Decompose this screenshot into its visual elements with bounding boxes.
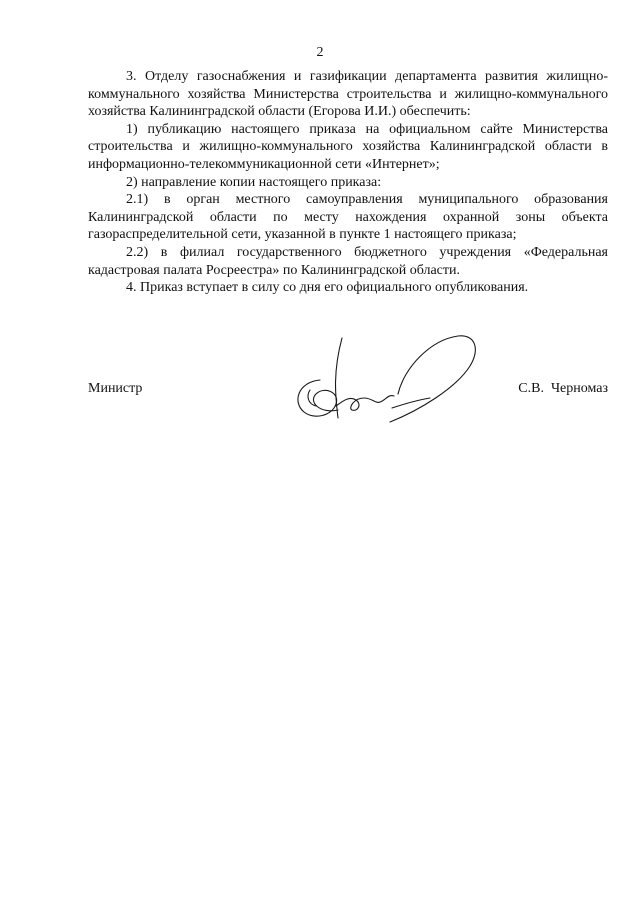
document-body [88,68,608,297]
paragraph-subitem-1: 1) публикацию настоящего приказа на официальном сайте Министерства строительства и жилищно-коммунального хозяйства Калининградской области в информационно-телекоммуникационной сети «Интернет»; [88,121,608,172]
signatory-name: С.В. Черномаз [518,381,608,396]
paragraph-item-3: 3. Отделу газоснабжения и газификации департамента развития жилищно-коммунального хозяйства Министерства строительства и жилищно-коммунального хозяйства Калининградской области (Егорова И.И.) обеспечить: [88,69,608,120]
paragraph-subitem-2-2: 2.2) в филиал государственного бюджетного учреждения «Федеральная кадастровая палата Росреестра» по Калининградской области. [88,244,608,278]
paragraph-subitem-2-1: 2.1) в орган местного самоуправления муниципального образования Калининградской области по месту нахождения охранной зоны объекта газораспределительной сети, указанной в пункте 1 настоящего приказа; [88,192,608,243]
signatory-title: Министр [88,381,143,396]
signature-block [0,330,640,440]
paragraph-subitem-2: 2) направление копии настоящего приказа: [126,174,382,190]
page-number: 2 [316,45,324,60]
paragraph-item-4: 4. Приказ вступает в силу со дня его официального опубликования. [126,280,529,296]
handwritten-signature [280,330,490,435]
